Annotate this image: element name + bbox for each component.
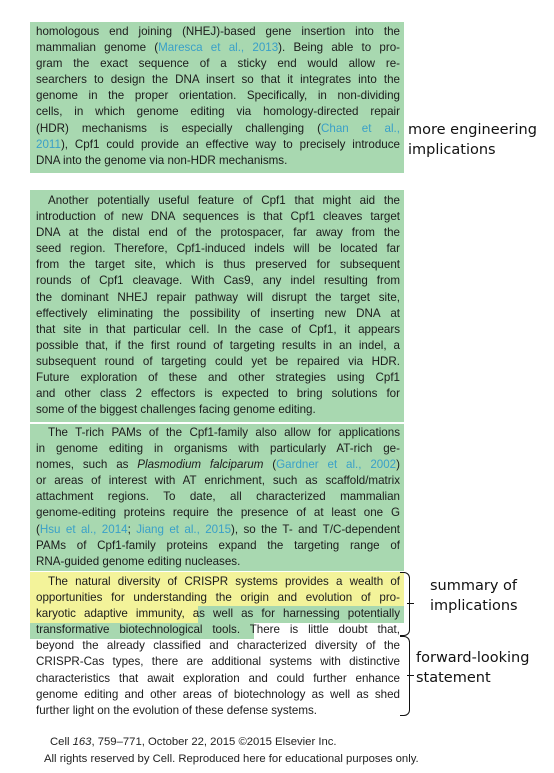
text-line: seed region. Therefore, Cpf1-induced indels will be located far [36,242,400,256]
text-line: transformative biotechnological tools. There is little doubt that, [36,623,400,637]
citation-link[interactable]: Chan et al., [321,121,401,135]
annotation-line: more engineering [408,122,537,138]
text-line: searchers to design the DNA insert so that it integrates into the [36,73,400,87]
paragraph-2 [36,193,400,418]
text-line: or areas of interest with AT enrichment, such as scaffold/matrix [36,474,400,488]
text-line: Future exploration of these and other strategies using Cpf1 [36,371,400,385]
annotation-line: implications [408,142,496,158]
citation-link[interactable]: Gardner et al., 2002 [276,458,397,472]
text-line: PAMs of Cpf1-family proteins expand the targeting range of [36,538,400,552]
annotation-summary-of-implications [430,576,518,616]
text-line: subsequent round of targeting could yet be repaired via HDR. [36,354,400,368]
footer-citation [50,736,337,748]
text-line: attachment regions. To date, all characterized mammalian [36,490,400,504]
text-line: and other class 2 effectors is expected to bring solutions for [36,387,400,401]
species-name: Plasmodium falciparum [137,458,264,472]
text-line: DNA at the distal end of the protospacer, far away from the [36,226,400,240]
text-line: The natural diversity of CRISPR systems provides a wealth of [48,575,400,588]
text-line: RNA-guided genome editing nucleases. [36,554,241,568]
annotation-forward-looking-statement [416,648,529,688]
citation-link[interactable]: Jiang et al., 2015 [136,522,232,536]
citation-details: , 759–771, October 22, 2015 ©2015 Elsevier Inc. [91,736,337,748]
forward-bracket-tick [407,675,414,676]
annotation-line: forward-looking [416,650,530,666]
citation-link[interactable]: 2011 [36,137,61,151]
text-line: CRISPR-Cas types, there are additional systems with distinctive [36,655,400,669]
text-line: homologous end joining (NHEJ)-based gene insertion into the [36,25,400,38]
text-line: DNA into the genome via non-HDR mechanisms. [36,153,288,167]
text-line: that site in that particular cell. In the case of Cpf1, it appears [36,322,400,336]
text-line: (HDR) mechanisms is especially challenging (Chan et al., [36,121,401,135]
annotation-line: summary of [430,578,518,594]
text-line: in genome editing in organisms with particularly AT-rich ge- [36,442,400,456]
forward-bracket [400,636,410,716]
paragraph-3 [36,425,400,570]
text-line: genome-editing proteins require the presence of at least one G [36,506,400,520]
annotation-line: statement [416,670,491,686]
text-line: some of the biggest challenges facing genome editing. [36,403,316,417]
summary-bracket [400,572,410,636]
text-line: beyond the already classified and characterized diversity of the [36,639,400,653]
text-line: cells, in which genome editing via homology-directed repair [36,105,400,119]
annotation-line: implications [430,598,518,614]
journal-name: Cell [50,736,70,748]
summary-bracket-tick [407,603,414,604]
text-line: Another potentially useful feature of Cpf1 that might aid the [48,194,400,207]
text-line: karyotic adaptive immunity, as well as for harnessing potentially [36,607,400,621]
paragraph-1 [36,24,400,169]
text-line: possible that, if the first round of targeting results in an indel, a [36,338,400,352]
text-line: (Hsu et al., 2014; Jiang et al., 2015), so the T- and T/C-dependent [36,522,400,536]
citation-link[interactable]: Hsu et al., 2014 [39,522,128,536]
annotation-engineering-implications [408,120,537,160]
footer-rights [44,753,419,765]
text-line: The T-rich PAMs of the Cpf1-family also allow for applications [48,426,400,439]
text-line: effectively eliminating the possibility of inserting new DNA at [36,306,400,320]
text-line: opportunities for understanding the origin and evolution of pro- [36,591,400,605]
text-line: 2011), Cpf1 could provide an effective way to precisely introduce [36,137,400,151]
text-line: gram the exact sequence of a sticky end would allow re- [36,57,400,71]
text-line: mammalian genome (Maresca et al., 2013). Being able to pro- [36,41,400,55]
text-line: genome in the proper orientation. Specifically, in non-dividing [36,89,400,103]
text-line: nomes, such as Plasmodium falciparum (Gardner et al., 2002) [36,458,401,472]
paragraph-4 [36,574,400,719]
rights-text: All rights reserved by Cell. Reproduced here for educational purposes only. [44,753,419,765]
text-line: further light on the evolution of these defense systems. [36,703,317,717]
journal-volume: 163 [72,736,92,748]
text-line: the dominant NHEJ repair pathway will disrupt the target site, [36,290,400,304]
citation-link[interactable]: Maresca et al., 2013 [158,41,279,55]
text-line: from the target site, which is thus preserved for subsequent [36,258,400,272]
text-line: genome editing and other areas of biotechnology as well as shed [36,687,400,701]
text-line: rounds of Cpf1 cleavage. With Cas9, any indel resulting from [36,274,400,288]
text-line: introduction of new DNA sequences is that Cpf1 cleaves target [36,210,400,224]
text-line: characteristics that await exploration and could further enhance [36,671,400,685]
